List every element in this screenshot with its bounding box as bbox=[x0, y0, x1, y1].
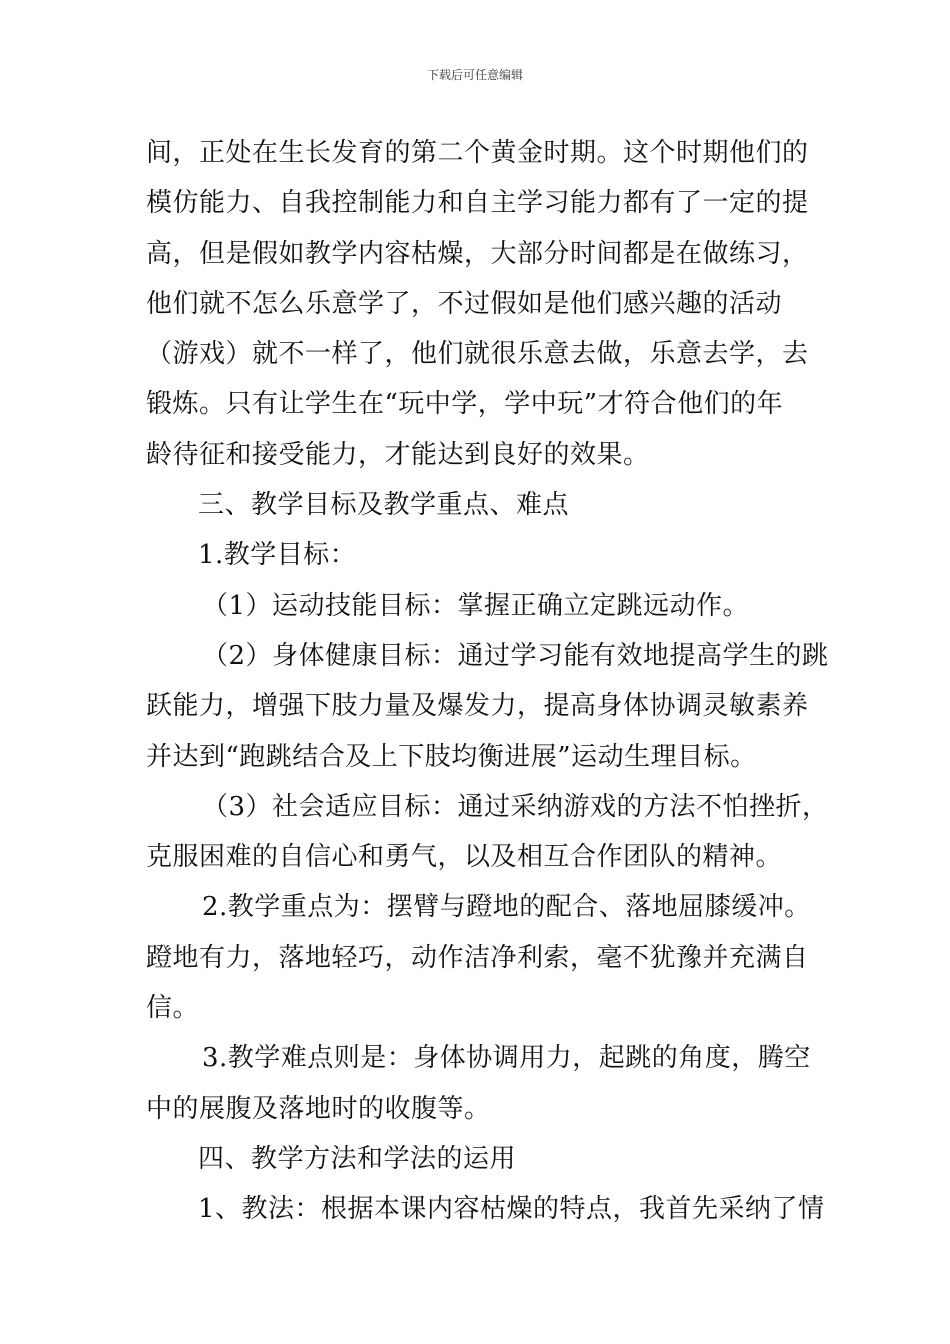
text-line: 2.教学重点为：摆臂与蹬地的配合、落地屈膝缓冲。 bbox=[202, 892, 811, 923]
page-header: 下载后可任意编辑 bbox=[426, 68, 523, 82]
text-line: 蹬地有力，落地轻巧，动作洁净利索，毫不犹豫并充满自 bbox=[146, 942, 809, 973]
text-line: 克服困难的自信心和勇气，以及相互合作团队的精神。 bbox=[146, 842, 783, 873]
text-line: 信。 bbox=[146, 993, 200, 1024]
text-line: 高，但是假如教学内容枯燥，大部分时间都是在做练习， bbox=[146, 238, 809, 269]
text-line: 龄待征和接受能力，才能达到良好的效果。 bbox=[146, 439, 650, 470]
text-line: 跃能力，增强下肢力量及爆发力，提高身体协调灵敏素养 bbox=[146, 691, 809, 722]
subsection-heading: 1.教学目标： bbox=[198, 540, 357, 571]
text-line: （2）身体健康目标：通过学习能有效地提高学生的跳 bbox=[202, 640, 829, 671]
text-line: （1）运动技能目标：掌握正确立定跳远动作。 bbox=[202, 590, 750, 621]
text-line: （游戏）就不一样了，他们就很乐意去做，乐意去学，去 bbox=[146, 339, 809, 370]
text-line: 3.教学难点则是：身体协调用力，起跳的角度，腾空 bbox=[202, 1043, 811, 1074]
text-line: 间，正处在生长发育的第二个黄金时期。这个时期他们的 bbox=[146, 138, 809, 168]
text-line: 中的展腹及落地时的收腹等。 bbox=[146, 1093, 491, 1124]
document-body bbox=[146, 128, 829, 1235]
text-line: 并达到“跑跳结合及上下肢均衡进展”运动生理目标。 bbox=[146, 741, 757, 772]
text-line: 他们就不怎么乐意学了，不过假如是他们感兴趣的活动 bbox=[146, 288, 783, 319]
text-line: 1、教法：根据本课内容枯燥的特点，我首先采纳了情 bbox=[198, 1194, 825, 1225]
text-line: 模仿能力、自我控制能力和自主学习能力都有了一定的提 bbox=[146, 188, 809, 219]
section-heading: 三、教学目标及教学重点、难点 bbox=[198, 490, 570, 521]
text-line: 锻炼。只有让学生在“玩中学，学中玩”才符合他们的年 bbox=[146, 389, 784, 420]
section-heading: 四、教学方法和学法的运用 bbox=[198, 1143, 517, 1174]
text-line: （3）社会适应目标：通过采纳游戏的方法不怕挫折， bbox=[202, 791, 829, 822]
